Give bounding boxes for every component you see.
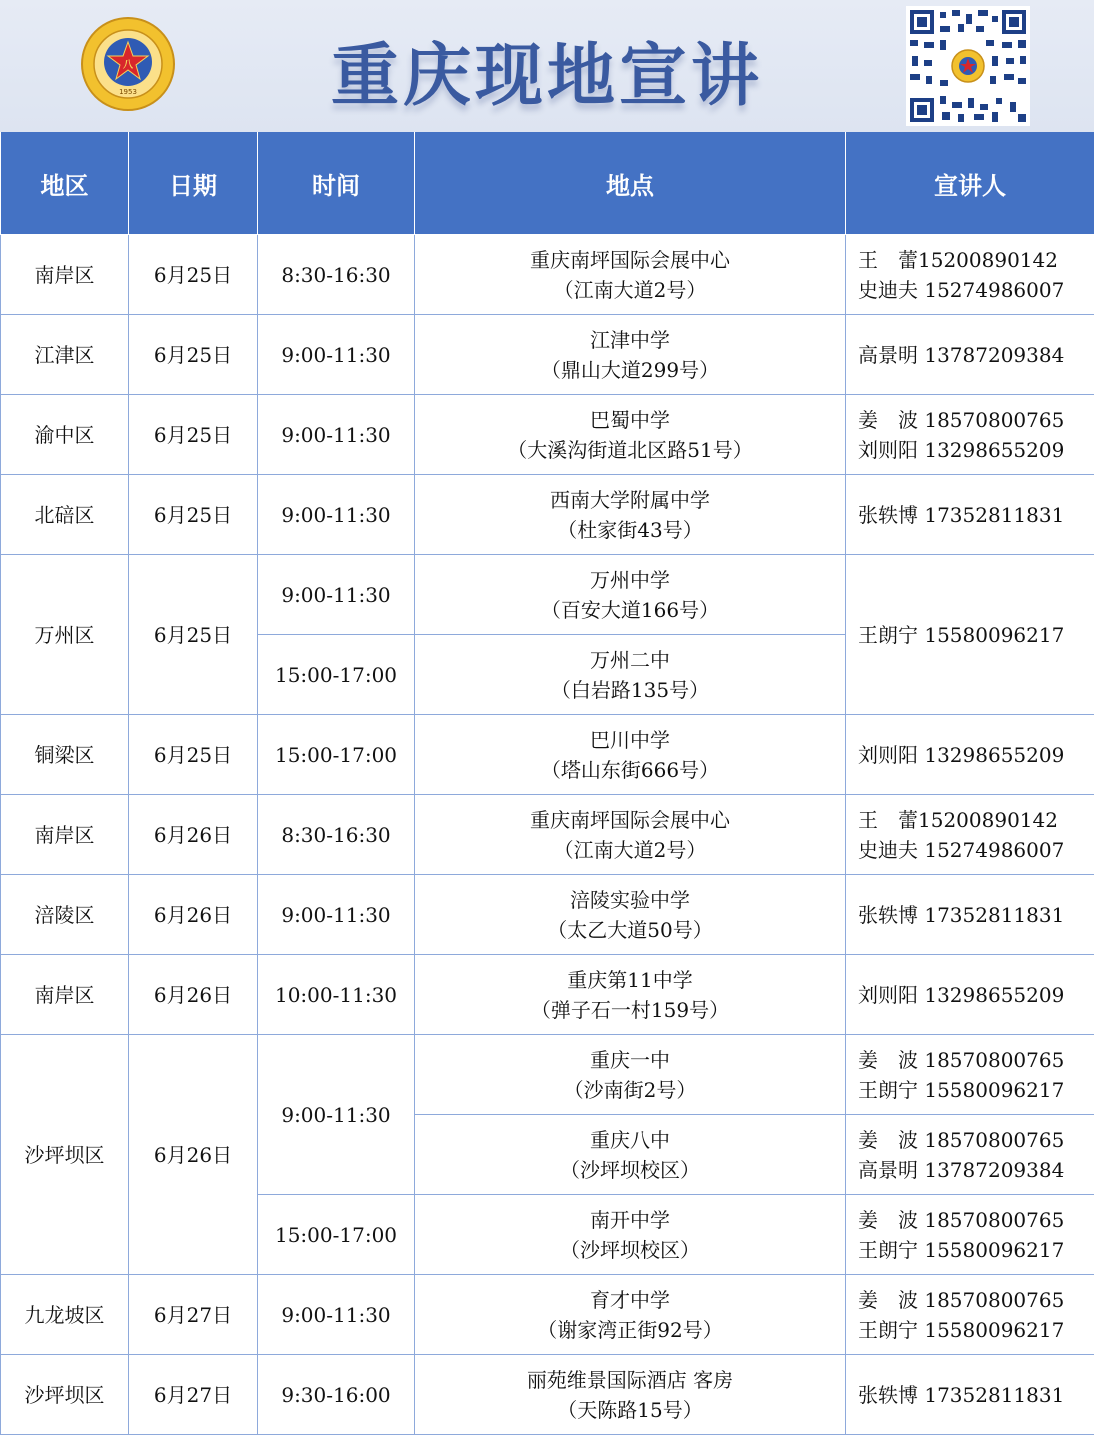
page-title: 重庆现地宣讲 bbox=[0, 22, 1094, 119]
place-name: 西南大学附属中学 bbox=[415, 485, 845, 515]
date-cell: 6月26日 bbox=[129, 875, 258, 955]
place-cell bbox=[415, 795, 846, 875]
speaker: 姜 波 18570800765 bbox=[858, 1285, 1094, 1315]
speaker: 张轶博 17352811831 bbox=[858, 1380, 1094, 1410]
speaker: 姜 波 18570800765 bbox=[858, 1125, 1094, 1155]
place-name: 重庆南坪国际会展中心 bbox=[415, 805, 845, 835]
speakers-cell bbox=[846, 875, 1094, 955]
place-cell bbox=[415, 555, 846, 635]
place-cell bbox=[415, 1035, 846, 1115]
date-cell: 6月26日 bbox=[129, 1035, 258, 1275]
speakers-cell bbox=[846, 1115, 1094, 1195]
region-cell: 沙坪坝区 bbox=[1, 1355, 129, 1435]
date-cell: 6月25日 bbox=[129, 475, 258, 555]
place-address: （弹子石一村159号） bbox=[415, 995, 845, 1025]
place-cell bbox=[415, 1195, 846, 1275]
time-cell: 8:30-16:30 bbox=[258, 235, 415, 315]
time-cell: 9:00-11:30 bbox=[258, 1275, 415, 1355]
date-cell: 6月26日 bbox=[129, 955, 258, 1035]
speakers-cell bbox=[846, 395, 1094, 475]
region-cell: 涪陵区 bbox=[1, 875, 129, 955]
time-cell: 9:00-11:30 bbox=[258, 1035, 415, 1195]
date-cell: 6月25日 bbox=[129, 715, 258, 795]
place-cell bbox=[415, 715, 846, 795]
table-row bbox=[1, 1035, 1094, 1115]
region-cell: 南岸区 bbox=[1, 795, 129, 875]
region-cell: 北碚区 bbox=[1, 475, 129, 555]
date-cell: 6月25日 bbox=[129, 315, 258, 395]
place-cell bbox=[415, 475, 846, 555]
speakers-cell bbox=[846, 235, 1094, 315]
region-cell: 南岸区 bbox=[1, 955, 129, 1035]
region-cell: 江津区 bbox=[1, 315, 129, 395]
speaker: 王朗宁 15580096217 bbox=[858, 620, 1094, 650]
place-address: （塔山东街666号） bbox=[415, 755, 845, 785]
svg-text:八: 八 bbox=[123, 59, 134, 71]
time-cell: 15:00-17:00 bbox=[258, 715, 415, 795]
speaker: 刘则阳 13298655209 bbox=[858, 980, 1094, 1010]
time-cell: 10:00-11:30 bbox=[258, 955, 415, 1035]
place-name: 育才中学 bbox=[415, 1285, 845, 1315]
place-address: （江南大道2号） bbox=[415, 835, 845, 865]
place-name: 万州中学 bbox=[415, 565, 845, 595]
place-address: （杜家街43号） bbox=[415, 515, 845, 545]
header-date: 日期 bbox=[129, 132, 258, 235]
place-address: （大溪沟街道北区路51号） bbox=[415, 435, 845, 465]
place-address: （白岩路135号） bbox=[415, 675, 845, 705]
header-time: 时间 bbox=[258, 132, 415, 235]
place-cell bbox=[415, 1355, 846, 1435]
speakers-cell bbox=[846, 475, 1094, 555]
time-cell: 8:30-16:30 bbox=[258, 795, 415, 875]
qr-code-icon bbox=[906, 6, 1030, 126]
header-region: 地区 bbox=[1, 132, 129, 235]
table-row bbox=[1, 1355, 1094, 1435]
place-name: 重庆第11中学 bbox=[415, 965, 845, 995]
place-name: 南开中学 bbox=[415, 1205, 845, 1235]
table-row bbox=[1, 235, 1094, 315]
place-cell bbox=[415, 875, 846, 955]
place-cell bbox=[415, 955, 846, 1035]
speaker: 张轶博 17352811831 bbox=[858, 900, 1094, 930]
time-cell: 9:00-11:30 bbox=[258, 315, 415, 395]
place-address: （江南大道2号） bbox=[415, 275, 845, 305]
region-cell: 铜梁区 bbox=[1, 715, 129, 795]
header-speakers: 宣讲人 bbox=[846, 132, 1094, 235]
place-cell bbox=[415, 235, 846, 315]
table-row bbox=[1, 875, 1094, 955]
speaker: 王 蕾15200890142 bbox=[858, 805, 1094, 835]
speaker: 刘则阳 13298655209 bbox=[858, 740, 1094, 770]
table-header-row bbox=[1, 132, 1094, 235]
place-name: 重庆八中 bbox=[415, 1125, 845, 1155]
speakers-cell bbox=[846, 795, 1094, 875]
place-address: （沙坪坝校区） bbox=[415, 1235, 845, 1265]
region-cell: 渝中区 bbox=[1, 395, 129, 475]
place-name: 丽苑维景国际酒店 客房 bbox=[415, 1365, 845, 1395]
page-header bbox=[0, 0, 1094, 132]
time-cell: 9:00-11:30 bbox=[258, 475, 415, 555]
speakers-cell bbox=[846, 1035, 1094, 1115]
date-cell: 6月25日 bbox=[129, 235, 258, 315]
place-name: 涪陵实验中学 bbox=[415, 885, 845, 915]
place-address: （鼎山大道299号） bbox=[415, 355, 845, 385]
place-address: （百安大道166号） bbox=[415, 595, 845, 625]
region-cell: 南岸区 bbox=[1, 235, 129, 315]
speakers-cell bbox=[846, 555, 1094, 715]
place-cell bbox=[415, 1115, 846, 1195]
date-cell: 6月27日 bbox=[129, 1355, 258, 1435]
date-cell: 6月25日 bbox=[129, 395, 258, 475]
time-cell: 9:30-16:00 bbox=[258, 1355, 415, 1435]
region-cell: 沙坪坝区 bbox=[1, 1035, 129, 1275]
place-name: 重庆南坪国际会展中心 bbox=[415, 245, 845, 275]
speaker: 高景明 13787209384 bbox=[858, 1155, 1094, 1185]
speaker: 史迪夫 15274986007 bbox=[858, 275, 1094, 305]
place-address: （太乙大道50号） bbox=[415, 915, 845, 945]
speaker: 刘则阳 13298655209 bbox=[858, 435, 1094, 465]
table-row bbox=[1, 715, 1094, 795]
place-address: （沙坪坝校区） bbox=[415, 1155, 845, 1185]
time-cell: 15:00-17:00 bbox=[258, 635, 415, 715]
table-row bbox=[1, 395, 1094, 475]
speaker: 史迪夫 15274986007 bbox=[858, 835, 1094, 865]
speaker: 王 蕾15200890142 bbox=[858, 245, 1094, 275]
place-cell bbox=[415, 315, 846, 395]
date-cell: 6月26日 bbox=[129, 795, 258, 875]
speaker: 高景明 13787209384 bbox=[858, 340, 1094, 370]
place-address: （天陈路15号） bbox=[415, 1395, 845, 1425]
speakers-cell bbox=[846, 1195, 1094, 1275]
place-name: 江津中学 bbox=[415, 325, 845, 355]
speaker: 姜 波 18570800765 bbox=[858, 405, 1094, 435]
speakers-cell bbox=[846, 1355, 1094, 1435]
place-cell bbox=[415, 635, 846, 715]
date-cell: 6月27日 bbox=[129, 1275, 258, 1355]
speaker: 姜 波 18570800765 bbox=[858, 1045, 1094, 1075]
place-cell bbox=[415, 395, 846, 475]
table-row bbox=[1, 315, 1094, 395]
place-name: 巴川中学 bbox=[415, 725, 845, 755]
place-name: 巴蜀中学 bbox=[415, 405, 845, 435]
time-cell: 9:00-11:30 bbox=[258, 875, 415, 955]
region-cell: 九龙坡区 bbox=[1, 1275, 129, 1355]
place-cell bbox=[415, 1275, 846, 1355]
header-place: 地点 bbox=[415, 132, 846, 235]
table-row bbox=[1, 795, 1094, 875]
speakers-cell bbox=[846, 955, 1094, 1035]
table-row bbox=[1, 555, 1094, 635]
place-name: 重庆一中 bbox=[415, 1045, 845, 1075]
date-cell: 6月25日 bbox=[129, 555, 258, 715]
speakers-cell bbox=[846, 715, 1094, 795]
speaker: 王朗宁 15580096217 bbox=[858, 1315, 1094, 1345]
speaker: 王朗宁 15580096217 bbox=[858, 1235, 1094, 1265]
place-address: （沙南街2号） bbox=[415, 1075, 845, 1105]
schedule-table bbox=[0, 132, 1094, 1435]
region-cell: 万州区 bbox=[1, 555, 129, 715]
svg-text:1953: 1953 bbox=[119, 88, 137, 96]
speaker: 张轶博 17352811831 bbox=[858, 500, 1094, 530]
table-row bbox=[1, 475, 1094, 555]
time-cell: 15:00-17:00 bbox=[258, 1195, 415, 1275]
time-cell: 9:00-11:30 bbox=[258, 555, 415, 635]
speaker: 王朗宁 15580096217 bbox=[858, 1075, 1094, 1105]
place-address: （谢家湾正街92号） bbox=[415, 1315, 845, 1345]
speakers-cell bbox=[846, 1275, 1094, 1355]
table-row bbox=[1, 1275, 1094, 1355]
time-cell: 9:00-11:30 bbox=[258, 395, 415, 475]
speaker: 姜 波 18570800765 bbox=[858, 1205, 1094, 1235]
speakers-cell bbox=[846, 315, 1094, 395]
place-name: 万州二中 bbox=[415, 645, 845, 675]
table-row bbox=[1, 955, 1094, 1035]
